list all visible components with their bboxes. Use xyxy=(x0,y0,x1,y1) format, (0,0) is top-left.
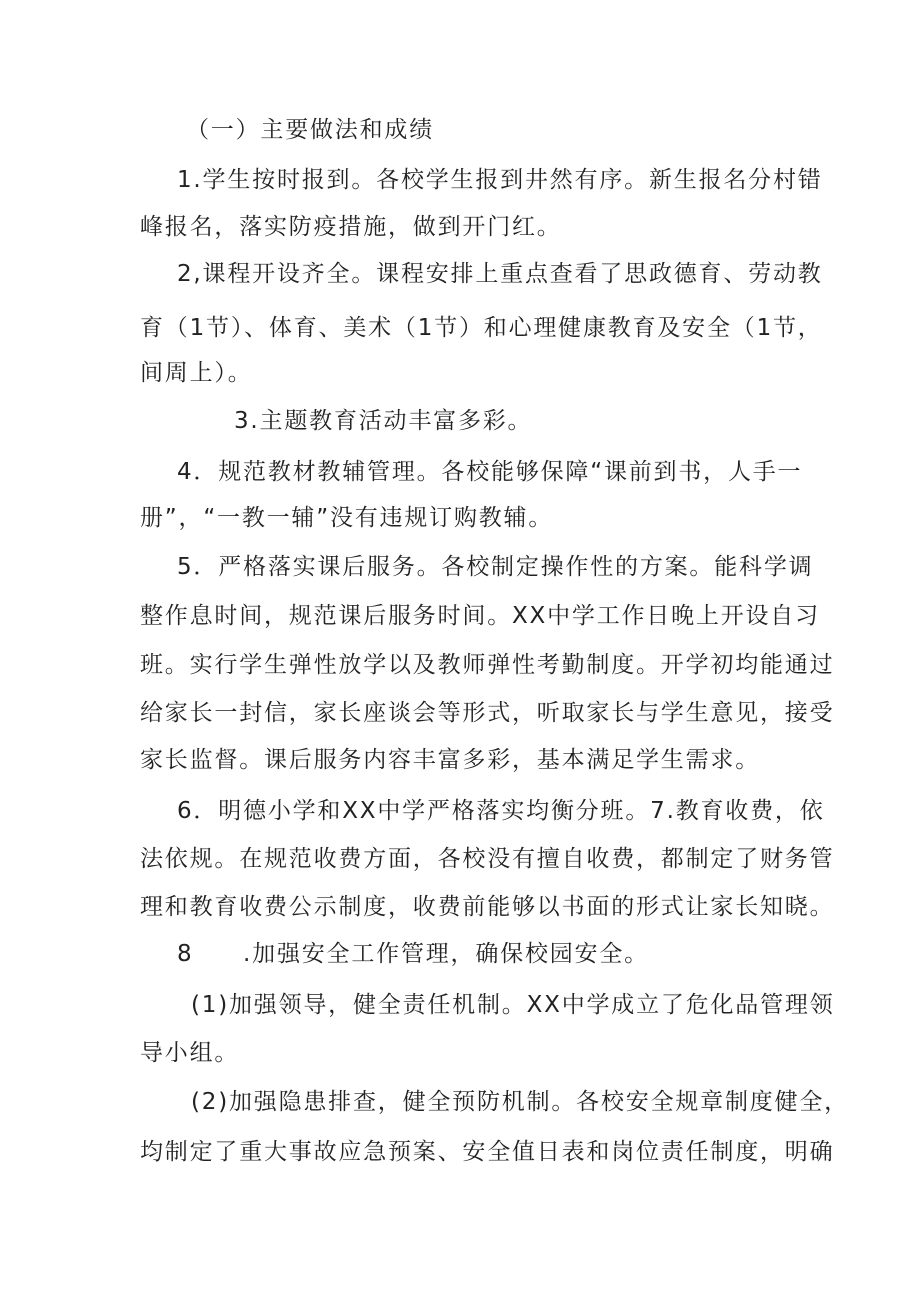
paragraph-line: 6．明德小学和XX中学严格落实均衡分班。7.教育收费，依 xyxy=(177,798,825,824)
paragraph-line: 8 .加强安全工作管理，确保校园安全。 xyxy=(177,941,649,967)
section-heading: （一）主要做法和成绩 xyxy=(186,117,434,143)
paragraph-line: 5．严格落实课后服务。各校制定操作性的方案。能科学调 xyxy=(177,554,814,580)
paragraph-line: 1.学生按时报到。各校学生报到井然有序。新生报名分村错 xyxy=(177,167,823,193)
paragraph-line: 册”，“一教一辅”没有违规订购教辅。 xyxy=(140,505,554,531)
paragraph-line: 2,课程开设齐全。课程安排上重点查看了思政德育、劳动教 xyxy=(177,261,823,287)
paragraph-line: 整作息时间，规范课后服务时间。XX中学工作日晚上开设自习 xyxy=(140,603,820,629)
paragraph-line: 峰报名，落实防疫措施，做到开门红。 xyxy=(140,214,562,240)
paragraph-line: (2)加强隐患排查，健全预防机制。各校安全规章制度健全， xyxy=(191,1089,849,1115)
paragraph-line: 理和教育收费公示制度，收费前能够以书面的形式让家长知晓。 xyxy=(140,894,835,920)
paragraph-line: 4．规范教材教辅管理。各校能够保障“课前到书，人手一 xyxy=(177,459,803,485)
paragraph-line: 间周上）。 xyxy=(140,360,253,386)
paragraph-line: 班。实行学生弹性放学以及教师弹性考勤制度。开学初均能通过 xyxy=(140,652,835,678)
paragraph-line: 导小组。 xyxy=(140,1040,240,1066)
paragraph-line: 法依规。在规范收费方面，各校没有擅自收费，都制定了财务管 xyxy=(140,846,835,872)
paragraph-line: 3.主题教育活动丰富多彩。 xyxy=(234,408,533,434)
paragraph-line: 均制定了重大事故应急预案、安全值日表和岗位责任制度，明确 xyxy=(140,1139,835,1165)
paragraph-line: 家长监督。课后服务内容丰富多彩，基本满足学生需求。 xyxy=(140,747,760,773)
paragraph-line: 育（1节）、体育、美术（1节）和心理健康教育及安全（1节， xyxy=(140,315,823,341)
paragraph-line: (1)加强领导，健全责任机制。XX中学成立了危化品管理领 xyxy=(191,992,835,1018)
paragraph-line: 给家长一封信，家长座谈会等形式，听取家长与学生意见，接受 xyxy=(140,700,835,726)
